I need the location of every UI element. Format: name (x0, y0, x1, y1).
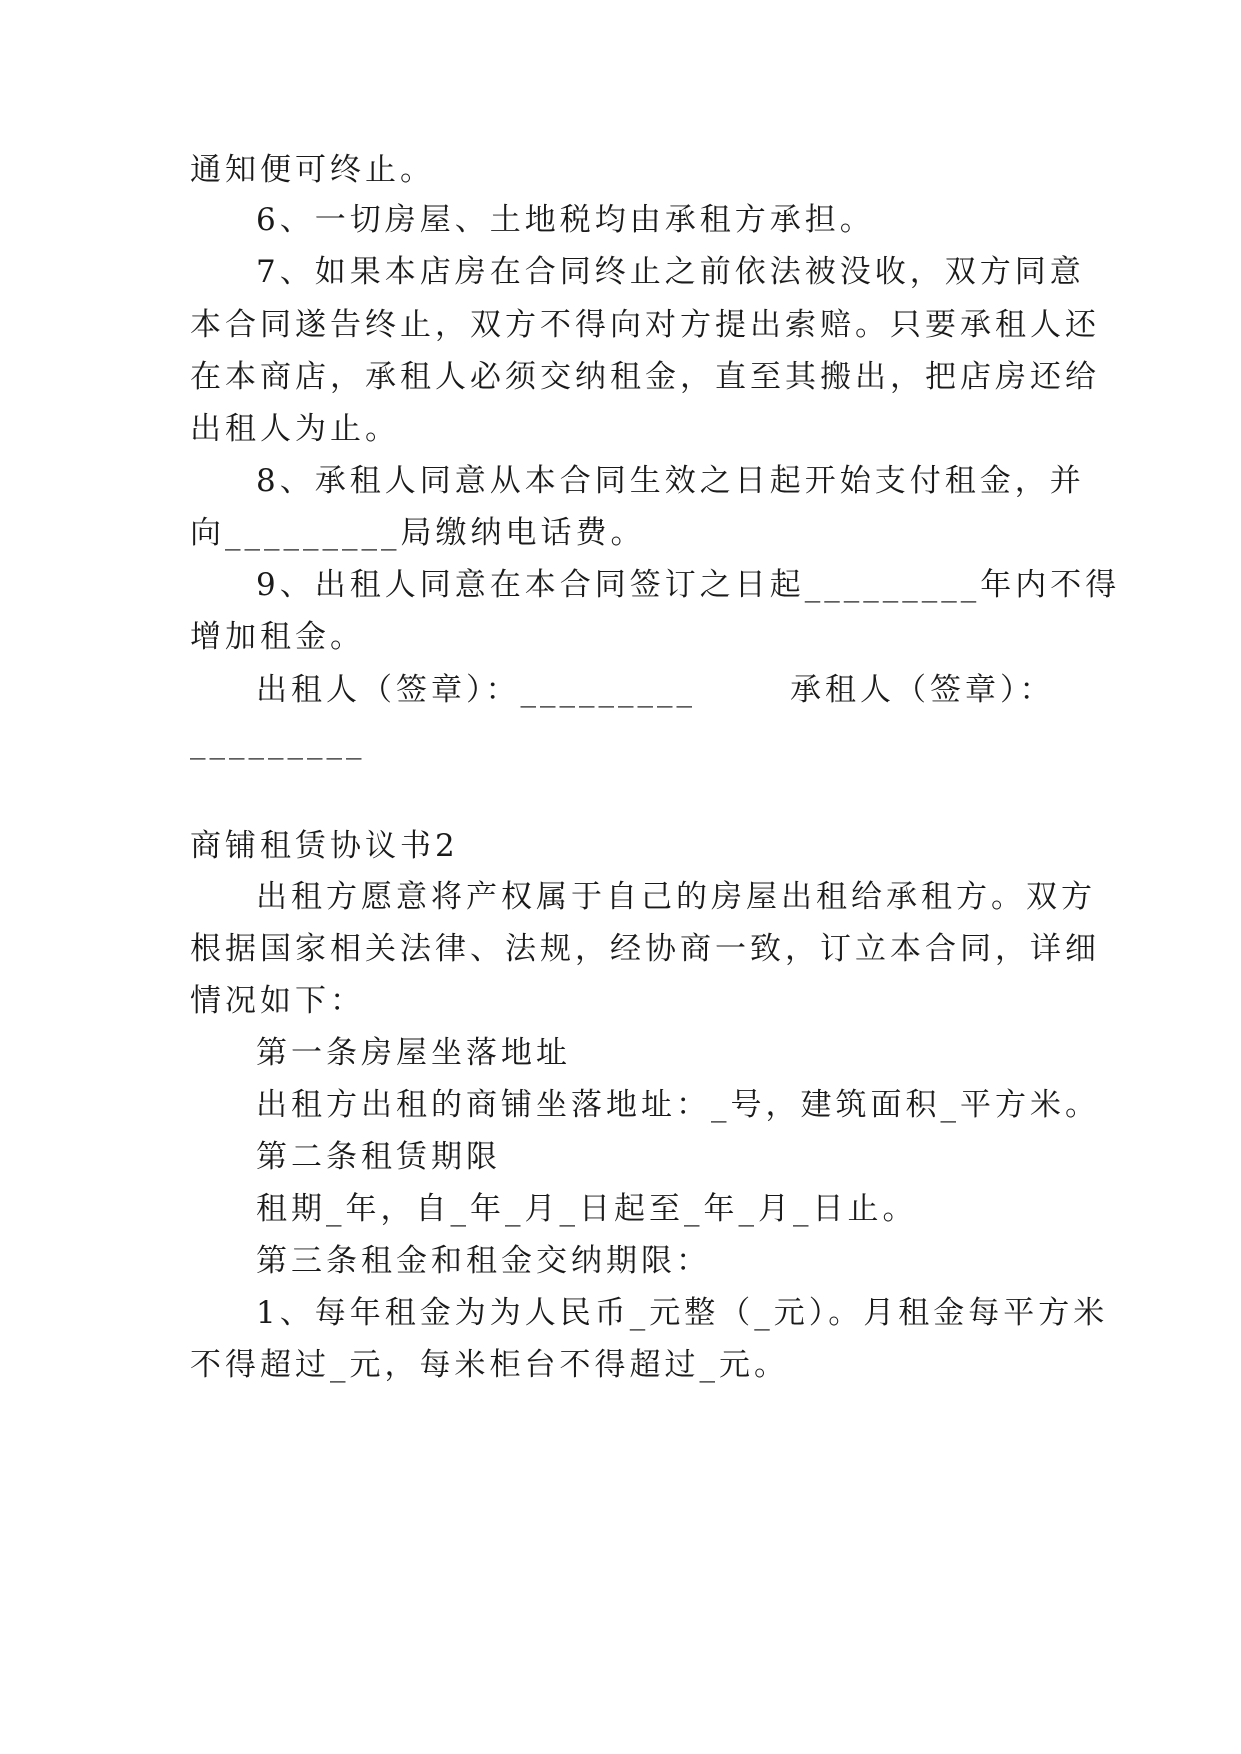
lessee-signature-label: 承租人（签章）： (790, 672, 1055, 708)
blank-field: _________ (225, 515, 401, 551)
blank-field: _________ (804, 567, 981, 603)
article-1-text: 出租方出租的商铺坐落地址：_号，建筑面积_平方米。 (256, 1087, 1100, 1123)
clause-8-prefix: 向 (190, 515, 225, 551)
clause-9-line: 增加租金。 (190, 619, 365, 655)
clause-7-line: 出租人为止。 (190, 411, 400, 447)
intro-line: 根据国家相关法律、法规，经协商一致，订立本合同，详细 (190, 931, 1100, 967)
clause-9-suffix: 年内不得 (980, 567, 1121, 603)
clause-9-prefix: 9、出租人同意在本合同签订之日起 (256, 567, 805, 603)
lessee-signature-blank: _________ (190, 724, 366, 760)
clause-7-line: 本合同遂告终止，双方不得向对方提出索赔。只要承租人还 (190, 307, 1100, 343)
clause-7-line: 7、如果本店房在合同终止之前依法被没收，双方同意 (256, 254, 1085, 290)
clause-9-line (256, 565, 1120, 605)
article-2-heading: 第二条租赁期限 (256, 1139, 501, 1175)
clause-8-line: 8、承租人同意从本合同生效之日起开始支付租金，并 (256, 463, 1085, 499)
article-3-heading: 第三条租金和租金交纳期限： (256, 1243, 711, 1279)
paragraph-line: 通知便可终止。 (190, 152, 435, 188)
clause-8-line (190, 513, 646, 553)
article-3-item-1-line: 不得超过_元，每米柜台不得超过_元。 (190, 1347, 789, 1383)
intro-line: 情况如下： (190, 983, 365, 1019)
article-1-heading: 第一条房屋坐落地址 (256, 1035, 571, 1071)
clause-7-line: 在本商店，承租人必须交纳租金，直至其搬出，把店房还给 (190, 359, 1100, 395)
clause-8-suffix: 局缴纳电话费。 (400, 515, 646, 551)
clause-6: 6、一切房屋、土地税均由承租方承担。 (256, 202, 875, 238)
lessor-signature (256, 670, 696, 710)
lessor-signature-label: 出租人（签章）： (256, 672, 521, 708)
lessor-signature-blank: _________ (520, 672, 696, 708)
agreement-title: 商铺租赁协议书2 (190, 828, 459, 864)
article-2-text: 租期_年，自_年_月_日起至_年_月_日止。 (256, 1191, 918, 1227)
intro-line: 出租方愿意将产权属于自己的房屋出租给承租方。双方 (256, 879, 1096, 915)
article-3-item-1-line: 1、每年租金为为人民币_元整（_元）。月租金每平方米 (256, 1295, 1109, 1331)
